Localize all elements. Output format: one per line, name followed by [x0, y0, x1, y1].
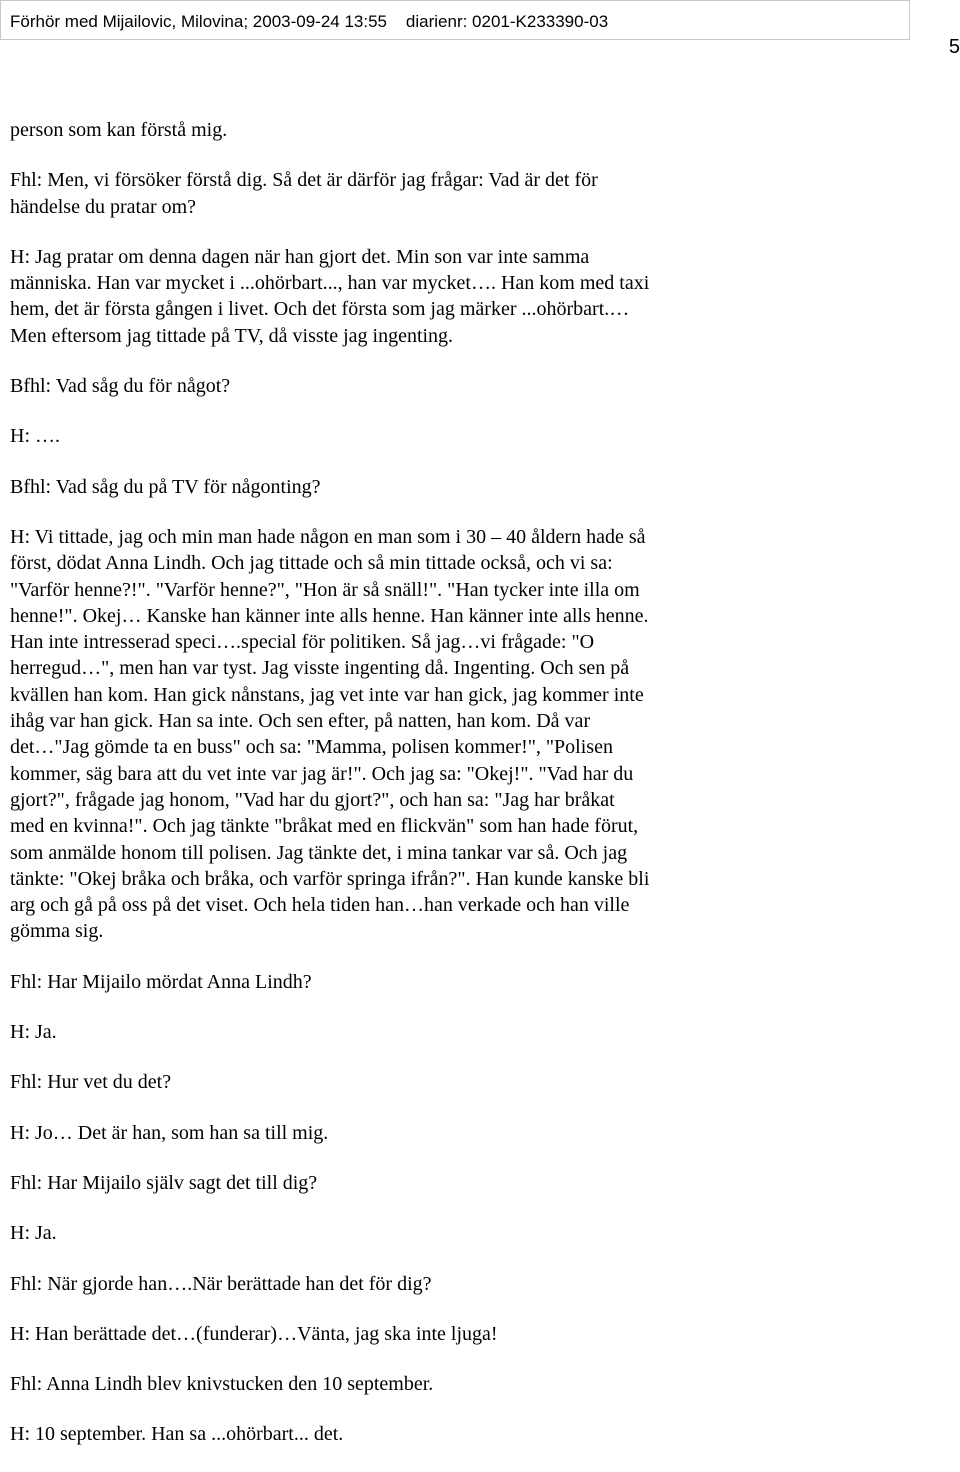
transcript-paragraph	[10, 1120, 955, 1146]
transcript-paragraph	[10, 474, 955, 500]
transcript-line: kommer, säg bara att du vet inte var jag är!". Och jag sa: "Okej!". "Vad har du	[10, 762, 634, 785]
transcript-paragraph	[10, 1170, 955, 1196]
transcript-line: det…"Jag gömde ta en buss" och sa: "Mamma, polisen kommer!", "Polisen	[10, 736, 613, 759]
page-number: 5	[948, 36, 960, 58]
transcript-line: Fhl: Har Mijailo själv sagt det till dig?	[10, 1171, 318, 1194]
transcript-paragraph	[10, 1019, 955, 1045]
header-title: Förhör med Mijailovic, Milovina; 2003-09-24 13:55 diarienr: 0201-K233390-03	[10, 12, 609, 31]
transcript-line: H: ….	[10, 425, 60, 448]
transcript-line: Men eftersom jag tittade på TV, då visste jag ingenting.	[10, 324, 454, 347]
transcript-paragraph	[10, 167, 955, 220]
transcript-line: herregud…", men han var tyst. Jag visste ingenting då. Ingenting. Och sen på	[10, 657, 630, 680]
transcript-line: Fhl: Men, vi försöker förstå dig. Så det är därför jag frågar: Vad är det för	[10, 169, 598, 192]
transcript-paragraph	[10, 1421, 955, 1447]
transcript-paragraph	[10, 373, 955, 399]
transcript-line: Bfhl: Vad såg du på TV för någonting?	[10, 475, 321, 498]
transcript-line: tänkte: "Okej bråka och bråka, och varför springa ifrån?". Han kunde kanske bli	[10, 867, 650, 890]
transcript-paragraph	[10, 1321, 955, 1347]
transcript-line: H: Vi tittade, jag och min man hade någon en man som i 30 – 40 åldern hade så	[10, 525, 646, 548]
transcript-line: ihåg var han gick. Han sa inte. Och sen efter, på natten, han kom. Då var	[10, 710, 591, 733]
transcript-paragraph	[10, 1271, 955, 1297]
transcript-paragraph	[10, 1220, 955, 1246]
transcript-line: H: 10 september. Han sa ...ohörbart... det.	[10, 1423, 344, 1446]
transcript-line: Bfhl: Vad såg du för något?	[10, 375, 231, 398]
transcript-paragraph	[10, 1371, 955, 1397]
transcript-line: Fhl: Har Mijailo mördat Anna Lindh?	[10, 970, 312, 993]
transcript-body	[10, 117, 955, 1472]
transcript-line: person som kan förstå mig.	[10, 119, 228, 141]
transcript-paragraph	[10, 244, 955, 349]
transcript-line: gömma sig.	[10, 920, 104, 943]
transcript-line: H: Ja.	[10, 1222, 57, 1245]
transcript-line: Fhl: Anna Lindh blev knivstucken den 10 september.	[10, 1373, 434, 1396]
transcript-line: Han inte intresserad speci….special för politiken. Så jag…vi frågade: "O	[10, 631, 595, 654]
transcript-line: händelse du pratar om?	[10, 195, 197, 218]
transcript-line: Fhl: När gjorde han….När berättade han det för dig?	[10, 1272, 432, 1295]
transcript-line: gjort?", frågade jag honom, "Vad har du gjort?", och han sa: "Jag har bråkat	[10, 788, 615, 811]
transcript-line: hem, det är första gången i livet. Och det första som jag märker ...ohörbart.…	[10, 298, 630, 321]
transcript-line: H: Ja.	[10, 1021, 57, 1044]
transcript-paragraph	[10, 969, 955, 995]
transcript-line: henne!". Okej… Kanske han känner inte alls henne. Han känner inte alls henne.	[10, 604, 649, 627]
transcript-paragraph	[10, 117, 955, 143]
transcript-line: kvällen han kom. Han gick nånstans, jag vet inte var han gick, jag kommer inte	[10, 683, 644, 706]
transcript-paragraph	[10, 524, 955, 945]
transcript-paragraph	[10, 423, 955, 449]
transcript-line: H: Jo… Det är han, som han sa till mig.	[10, 1121, 329, 1144]
transcript-line: med en kvinna!". Och jag tänkte "bråkat med en flickvän" som han hade förut,	[10, 815, 639, 838]
transcript-line: först, dödat Anna Lindh. Och jag tittade och så min tittade också, och vi sa:	[10, 552, 613, 575]
transcript-line: Fhl: Hur vet du det?	[10, 1071, 172, 1094]
transcript-line: som anmälde honom till polisen. Jag tänkte det, i mina tankar var så. Och jag	[10, 841, 628, 864]
transcript-line: H: Han berättade det…(funderar)…Vänta, jag ska inte ljuga!	[10, 1322, 498, 1345]
document-header	[0, 0, 910, 40]
transcript-line: "Varför henne?!". "Varför henne?", "Hon är så snäll!". "Han tycker inte illa om	[10, 578, 640, 601]
transcript-paragraph	[10, 1069, 955, 1095]
transcript-line: H: Jag pratar om denna dagen när han gjort det. Min son var inte samma	[10, 245, 590, 268]
transcript-line: arg och gå på oss på det viset. Och hela tiden han…han verkade och han ville	[10, 894, 630, 917]
transcript-line: människa. Han var mycket i ...ohörbart..., han var mycket…. Han kom med taxi	[10, 272, 650, 295]
